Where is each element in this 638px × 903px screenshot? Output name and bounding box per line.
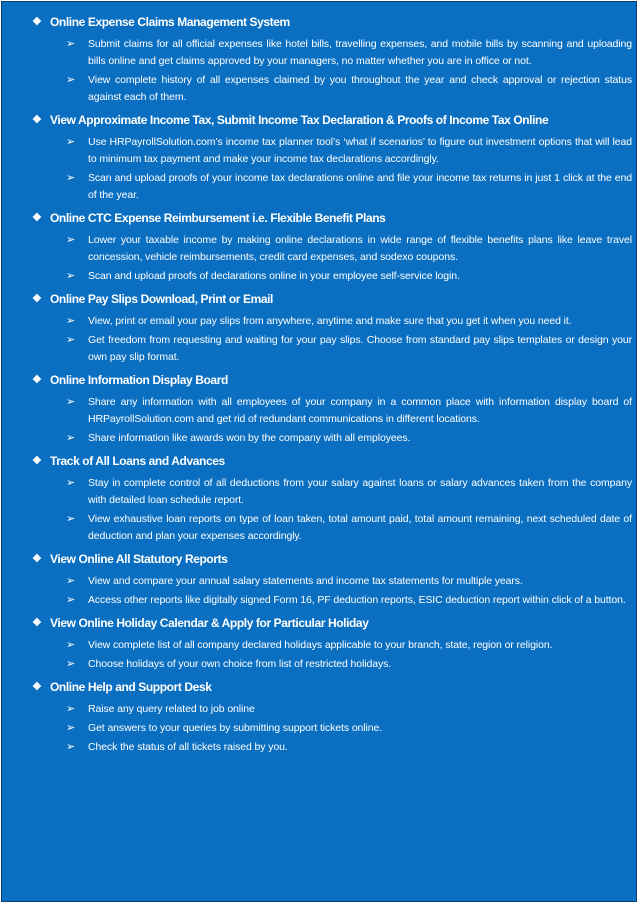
list-item [32, 637, 634, 654]
arrow-bullet-icon: ➢ [66, 477, 76, 489]
section-heading [32, 453, 634, 469]
arrow-bullet-icon: ➢ [66, 270, 76, 282]
list-item [32, 170, 634, 204]
arrow-bullet-icon: ➢ [66, 172, 76, 184]
list-item [32, 72, 634, 106]
bullet-list [32, 313, 634, 366]
bullet-list [32, 232, 634, 285]
document-page [1, 1, 637, 902]
bullet-list [32, 36, 634, 106]
arrow-bullet-icon: ➢ [66, 594, 76, 606]
list-item [32, 573, 634, 590]
section-statutory-reports [32, 551, 634, 609]
bullet-list [32, 637, 634, 673]
section-heading-text: Online Help and Support Desk [50, 680, 212, 694]
section-heading-text: Online CTC Expense Reimbursement i.e. Flexible Benefit Plans [50, 211, 386, 225]
diamond-bullet-icon: ❖ [32, 374, 42, 386]
section-heading [32, 210, 634, 226]
list-item-text: View, print or email your pay slips from anywhere, anytime and make sure that you get it when you need it. [88, 315, 572, 327]
section-heading-text: Track of All Loans and Advances [50, 454, 225, 468]
list-item-text: Share information like awards won by the company with all employees. [88, 432, 411, 444]
list-item-text: Lower your taxable income by making online declarations in wide range of flexible benefits plans like leave travel concession, vehicle reimbursements, credit card expenses, and sodexo coupons. [88, 234, 632, 263]
list-item [32, 332, 634, 366]
diamond-bullet-icon: ❖ [32, 455, 42, 467]
arrow-bullet-icon: ➢ [66, 741, 76, 753]
section-heading [32, 14, 634, 30]
list-item-text: Choose holidays of your own choice from list of restricted holidays. [88, 658, 392, 670]
section-heading [32, 112, 634, 128]
arrow-bullet-icon: ➢ [66, 639, 76, 651]
list-item-text: Scan and upload proofs of declarations online in your employee self-service login. [88, 270, 460, 282]
arrow-bullet-icon: ➢ [66, 703, 76, 715]
bullet-list [32, 701, 634, 756]
diamond-bullet-icon: ❖ [32, 212, 42, 224]
list-item [32, 511, 634, 545]
arrow-bullet-icon: ➢ [66, 513, 76, 525]
arrow-bullet-icon: ➢ [66, 658, 76, 670]
arrow-bullet-icon: ➢ [66, 74, 76, 86]
arrow-bullet-icon: ➢ [66, 722, 76, 734]
diamond-bullet-icon: ❖ [32, 16, 42, 28]
arrow-bullet-icon: ➢ [66, 396, 76, 408]
list-item [32, 701, 634, 718]
list-item-text: View complete history of all expenses claimed by you throughout the year and check approval or rejection status against each of them. [88, 74, 632, 103]
diamond-bullet-icon: ❖ [32, 114, 42, 126]
list-item-text: Stay in complete control of all deductions from your salary against loans or salary advances taken from the company with detailed loan schedule report. [88, 477, 632, 506]
arrow-bullet-icon: ➢ [66, 38, 76, 50]
section-income-tax [32, 112, 634, 204]
list-item [32, 720, 634, 737]
section-ctc-reimbursement [32, 210, 634, 285]
arrow-bullet-icon: ➢ [66, 315, 76, 327]
diamond-bullet-icon: ❖ [32, 681, 42, 693]
section-holiday-calendar [32, 615, 634, 673]
section-pay-slips [32, 291, 634, 366]
section-expense-claims [32, 14, 634, 106]
section-help-support [32, 679, 634, 756]
list-item-text: Access other reports like digitally signed Form 16, PF deduction reports, ESIC deduction report within click of a button. [88, 594, 626, 606]
list-item-text: Check the status of all tickets raised by you. [88, 741, 288, 753]
diamond-bullet-icon: ❖ [32, 617, 42, 629]
section-heading-text: Online Expense Claims Management System [50, 15, 290, 29]
list-item [32, 394, 634, 428]
section-heading-text: Online Information Display Board [50, 373, 228, 387]
list-item-text: View exhaustive loan reports on type of loan taken, total amount paid, total amount remaining, next scheduled date of deduction and plan your expenses accordingly. [88, 513, 632, 542]
bullet-list [32, 573, 634, 609]
arrow-bullet-icon: ➢ [66, 136, 76, 148]
bullet-list [32, 475, 634, 545]
section-heading-text: View Online Holiday Calendar & Apply for Particular Holiday [50, 616, 369, 630]
section-heading [32, 372, 634, 388]
list-item [32, 36, 634, 70]
list-item [32, 430, 634, 447]
list-item-text: Submit claims for all official expenses like hotel bills, travelling expenses, and mobile bills by scanning and uploading bills online and get claims approved by your managers, no matter whether you are in office or not. [88, 38, 632, 67]
list-item-text: View complete list of all company declared holidays applicable to your branch, state, region or religion. [88, 639, 553, 651]
section-heading-text: Online Pay Slips Download, Print or Email [50, 292, 273, 306]
diamond-bullet-icon: ❖ [32, 293, 42, 305]
diamond-bullet-icon: ❖ [32, 553, 42, 565]
list-item [32, 475, 634, 509]
section-loans-advances [32, 453, 634, 545]
list-item-text: View and compare your annual salary statements and income tax statements for multiple years. [88, 575, 523, 587]
bullet-list [32, 134, 634, 204]
bullet-list [32, 394, 634, 447]
section-heading [32, 679, 634, 695]
list-item-text: Get freedom from requesting and waiting for your pay slips. Choose from standard pay slips templates or design your own pay slip format. [88, 334, 632, 363]
list-item-text: Scan and upload proofs of your income tax declarations online and file your income tax returns in just 1 click at the end of the year. [88, 172, 632, 201]
list-item-text: Get answers to your queries by submitting support tickets online. [88, 722, 383, 734]
section-heading-text: View Online All Statutory Reports [50, 552, 228, 566]
list-item [32, 656, 634, 673]
section-heading [32, 291, 634, 307]
list-item [32, 268, 634, 285]
arrow-bullet-icon: ➢ [66, 334, 76, 346]
section-information-board [32, 372, 634, 447]
list-item [32, 134, 634, 168]
list-item [32, 313, 634, 330]
list-item [32, 592, 634, 609]
feature-list [32, 14, 634, 762]
arrow-bullet-icon: ➢ [66, 432, 76, 444]
arrow-bullet-icon: ➢ [66, 575, 76, 587]
arrow-bullet-icon: ➢ [66, 234, 76, 246]
section-heading [32, 615, 634, 631]
list-item-text: Use HRPayrollSolution.com’s income tax planner tool’s ‘what if scenarios’ to figure out investment options that will lead to minimum tax payment and make your income tax declarations accordingly. [88, 136, 632, 165]
section-heading [32, 551, 634, 567]
list-item-text: Raise any query related to job online [88, 703, 255, 715]
list-item [32, 739, 634, 756]
section-heading-text: View Approximate Income Tax, Submit Income Tax Declaration & Proofs of Income Tax Online [50, 113, 549, 127]
list-item-text: Share any information with all employees of your company in a common place with information display board of HRPayrollSolution.com and get rid of redundant communications in different locations. [88, 396, 632, 425]
list-item [32, 232, 634, 266]
